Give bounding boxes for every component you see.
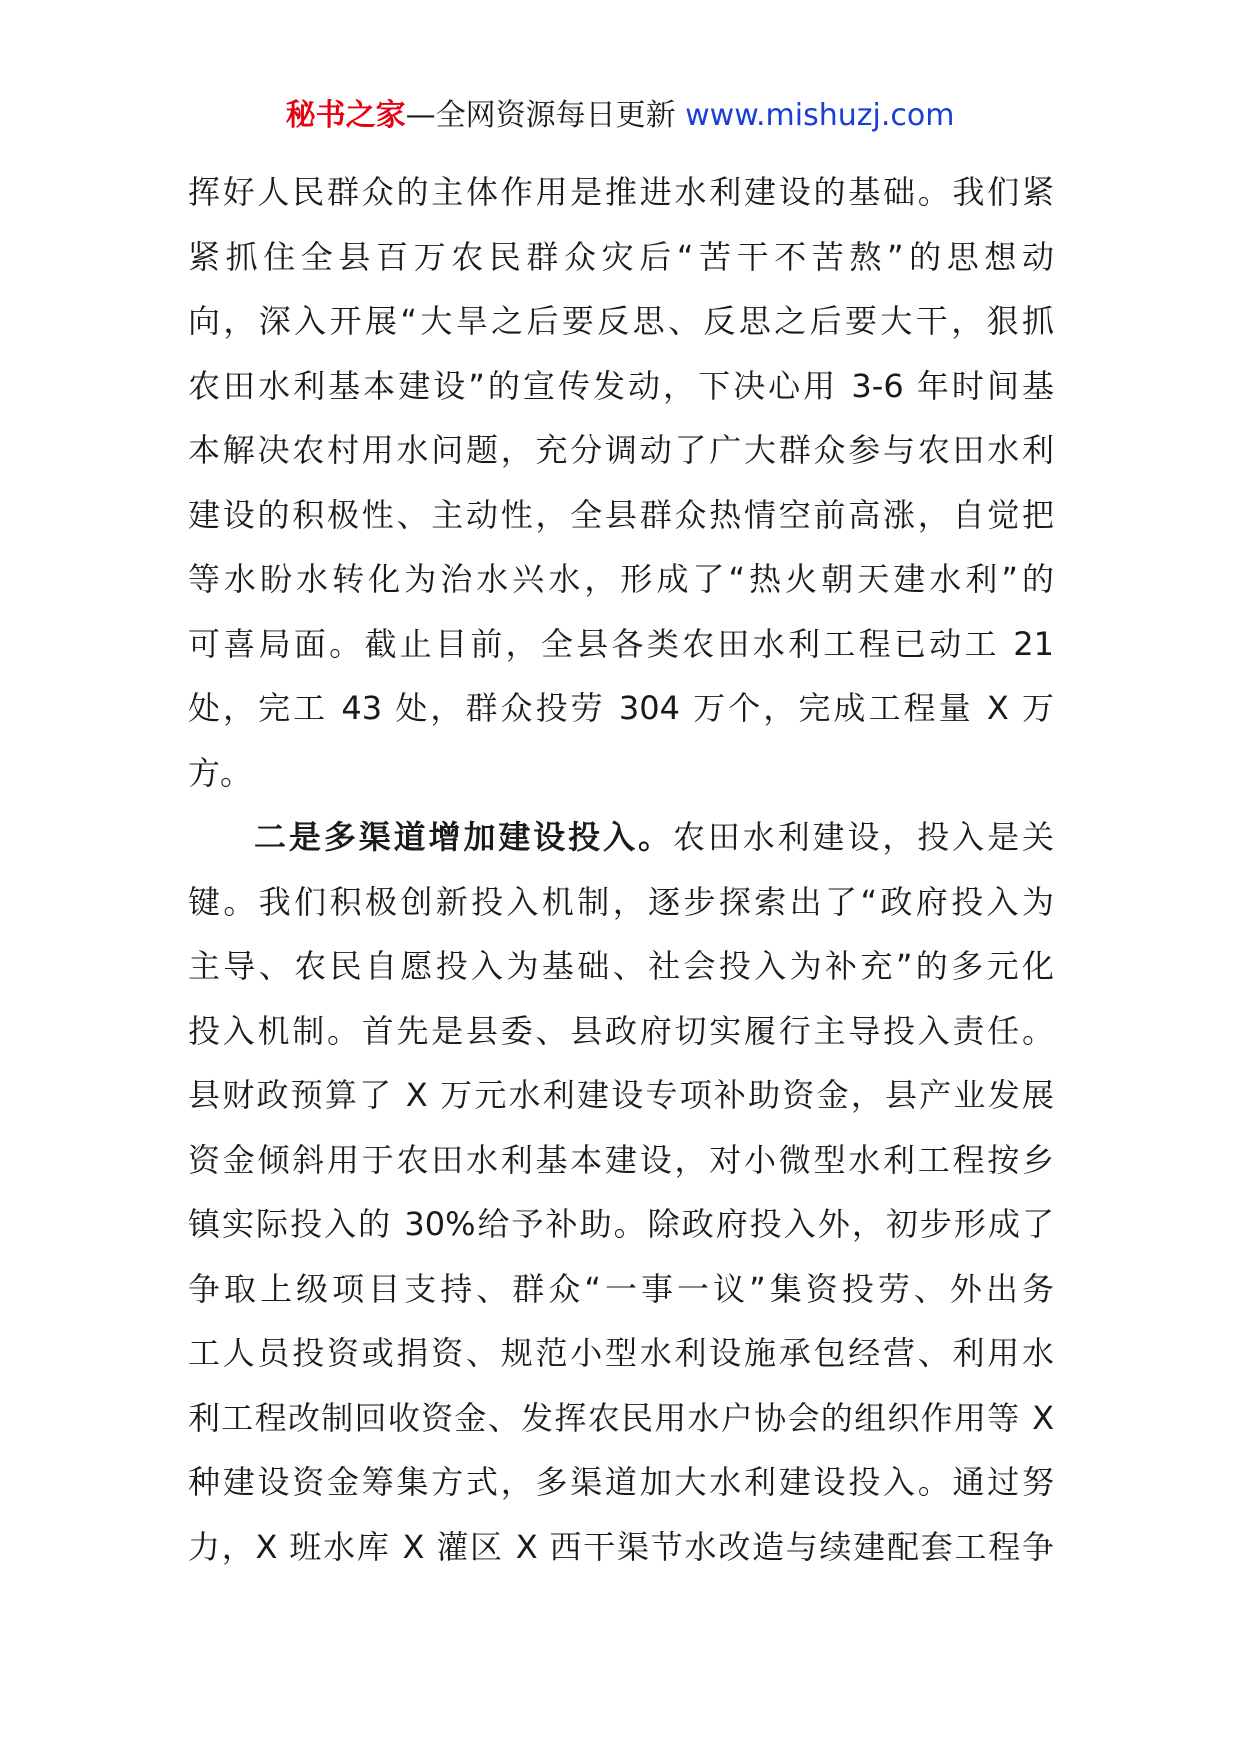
text-line: 可喜局面。截止目前，全县各类农田水利工程已动工 21 — [188, 624, 1054, 663]
text-line: 挥好人民群众的主体作用是推进水利建设的基础。我们紧 — [188, 173, 1054, 211]
text-line: 处，完工 43 处，群众投劳 304 万个，完成工程量 X 万 — [188, 689, 1054, 727]
site-url-link[interactable]: www.mishuzj.com — [685, 98, 955, 133]
section-heading: 二是多渠道增加建设投入。 — [254, 818, 673, 856]
text-line: 建设的积极性、主动性，全县群众热情空前高涨，自觉把 — [188, 495, 1054, 534]
text-fragment: 农田水利建设，投入是关 — [672, 818, 1054, 856]
text-line: 键。我们积极创新投入机制，逐步探索出了“政府投入为 — [188, 882, 1054, 921]
text-line: 工人员投资或捐资、规范小型水利设施承包经营、利用水 — [188, 1334, 1054, 1372]
text-line: 镇实际投入的 30%给予补助。除政府投入外，初步形成了 — [188, 1205, 1054, 1243]
paragraph-2-first-line — [188, 805, 1054, 870]
paragraph-2 — [188, 805, 1054, 1579]
text-line: 力，X 班水库 X 灌区 X 西干渠节水改造与续建配套工程争 — [188, 1527, 1054, 1566]
text-line: 争取上级项目支持、群众“一事一议”集资投劳、外出务 — [188, 1269, 1054, 1308]
text-line: 投入机制。首先是县委、县政府切实履行主导投入责任。 — [188, 1011, 1054, 1050]
text-line: 向，深入开展“大旱之后要反思、反思之后要大干，狠抓 — [188, 302, 1054, 340]
brand-name: 秘书之家 — [285, 98, 406, 133]
text-line: 紧抓住全县百万农民群众灾后“苦干不苦熬”的思想动 — [188, 237, 1054, 276]
text-line: 本解决农村用水问题，充分调动了广大群众参与农田水利 — [188, 431, 1054, 469]
text-line: 农田水利基本建设”的宣传发动，下决心用 3-6 年时间基 — [188, 366, 1054, 405]
header-tagline: —全网资源每日更新 — [405, 98, 686, 133]
text-line: 资金倾斜用于农田水利基本建设，对小微型水利工程按乡 — [188, 1140, 1054, 1179]
text-line: 利工程改制回收资金、发挥农民用水户协会的组织作用等 X — [188, 1398, 1054, 1437]
paragraph-1 — [188, 160, 1054, 805]
text-line: 方。 — [188, 753, 253, 792]
site-header — [0, 96, 1240, 136]
text-line: 种建设资金筹集方式，多渠道加大水利建设投入。通过努 — [188, 1463, 1054, 1501]
document-body — [188, 160, 1054, 1579]
text-line: 县财政预算了 X 万元水利建设专项补助资金，县产业发展 — [188, 1076, 1054, 1114]
text-line: 主导、农民自愿投入为基础、社会投入为补充”的多元化 — [188, 947, 1054, 985]
text-line: 等水盼水转化为治水兴水，形成了“热火朝天建水利”的 — [188, 560, 1054, 598]
